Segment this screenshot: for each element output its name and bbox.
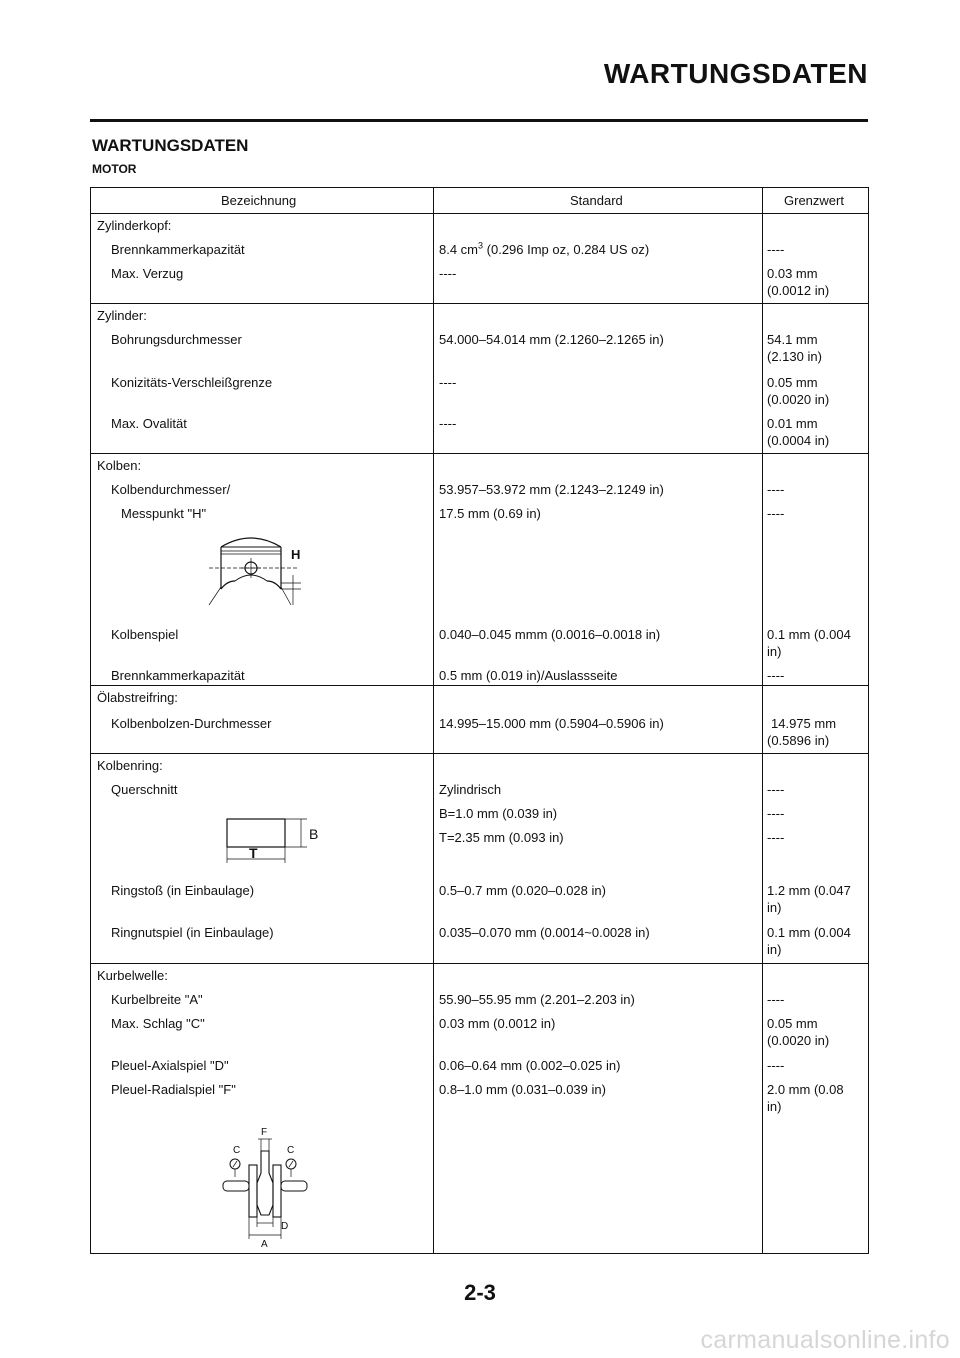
row-limit: 54.1 mm <box>767 332 818 347</box>
row-standard: 0.040–0.045 mmm (0.0016–0.0018 in) <box>439 627 661 642</box>
watermark: carmanualsonline.info <box>700 1326 950 1354</box>
row-divider <box>91 753 868 754</box>
spec-table <box>90 187 869 1254</box>
row-standard: 0.5 mm (0.019 in)/Auslassseite <box>439 668 618 683</box>
crankshaft-diagram <box>221 1123 311 1248</box>
row-name: Max. Verzug <box>111 266 184 281</box>
row-standard: 0.5–0.7 mm (0.020–0.028 in) <box>439 883 606 898</box>
row-standard: B=1.0 mm (0.039 in) <box>439 806 558 821</box>
row-standard: ---- <box>439 266 457 281</box>
row-divider <box>91 303 868 304</box>
row-standard: 54.000–54.014 mm (2.1260–2.1265 in) <box>439 332 664 347</box>
row-name: Kurbelbreite "A" <box>111 992 203 1007</box>
row-name: Konizitäts-Verschleißgrenze <box>111 375 273 390</box>
row-limit: 0.03 mm <box>767 266 818 281</box>
row-limit: (0.5896 in) <box>767 733 830 748</box>
row-limit: 0.05 mm <box>767 1016 818 1031</box>
crank-label-f: F <box>261 1127 268 1138</box>
row-name: Querschnitt <box>111 782 178 797</box>
row-divider <box>91 453 868 454</box>
ring-cross-section-diagram <box>219 813 331 869</box>
row-divider <box>91 213 868 214</box>
row-limit: ---- <box>767 806 785 821</box>
row-name: Max. Schlag "C" <box>111 1016 205 1031</box>
crank-label-c-right: C <box>287 1145 295 1156</box>
row-standard: 0.8–1.0 mm (0.031–0.039 in) <box>439 1082 606 1097</box>
crank-label-c-left: C <box>233 1145 241 1156</box>
piston-label-h: H <box>291 547 301 562</box>
row-standard: 8.4 $cm^3$ (0.296 Imp oz, 0.284 US oz) <box>439 240 650 257</box>
section-subtitle: MOTOR <box>92 162 137 176</box>
row-limit: 0.1 mm (0.004 <box>767 925 851 940</box>
row-limit: 2.0 mm (0.08 <box>767 1082 844 1097</box>
row-name: Pleuel-Axialspiel "D" <box>111 1058 229 1073</box>
row-name: Ringnutspiel (in Einbaulage) <box>111 925 274 940</box>
row-limit: in) <box>767 1099 782 1114</box>
ring-label-t: T <box>249 845 258 861</box>
group-label-kolbenring: Kolbenring: <box>97 758 163 773</box>
column-divider <box>762 188 763 1253</box>
row-limit: in) <box>767 644 782 659</box>
column-header-name: Bezeichnung <box>221 193 297 208</box>
row-limit: ---- <box>767 782 785 797</box>
row-limit: (0.0012 in) <box>767 283 830 298</box>
row-limit: ---- <box>767 992 785 1007</box>
row-name: Kolbenspiel <box>111 627 179 642</box>
section-title: WARTUNGSDATEN <box>92 136 249 155</box>
row-name: Kolbendurchmesser/ <box>111 482 231 497</box>
group-label-kolben: Kolben: <box>97 458 142 473</box>
row-standard: 0.06–0.64 mm (0.002–0.025 in) <box>439 1058 621 1073</box>
piston-diagram <box>203 525 313 625</box>
row-standard: Zylindrisch <box>439 782 502 797</box>
row-limit: ---- <box>767 506 785 521</box>
row-name: Brennkammerkapazität <box>111 668 245 683</box>
row-limit: (0.0020 in) <box>767 1033 830 1048</box>
row-name: Messpunkt "H" <box>121 506 207 521</box>
row-standard: 14.995–15.000 mm (0.5904–0.5906 in) <box>439 716 664 731</box>
row-limit: (0.0020 in) <box>767 392 830 407</box>
row-name: Bohrungsdurchmesser <box>111 332 242 347</box>
row-divider <box>91 963 868 964</box>
row-name: Ringstoß (in Einbaulage) <box>111 883 255 898</box>
row-name: Pleuel-Radialspiel "F" <box>111 1082 236 1097</box>
row-limit: 0.1 mm (0.004 <box>767 627 851 642</box>
crank-label-a: A <box>261 1239 268 1248</box>
group-label-kurbelwelle: Kurbelwelle: <box>97 968 168 983</box>
column-divider <box>433 188 434 1253</box>
page-header-title: WARTUNGSDATEN <box>603 58 868 89</box>
row-standard: 0.03 mm (0.0012 in) <box>439 1016 556 1031</box>
row-limit: ---- <box>767 668 785 683</box>
group-label-oelabstreifring: Ölabstreifring: <box>97 690 178 705</box>
row-divider <box>91 685 868 686</box>
group-label-zylinder: Zylinder: <box>97 308 147 323</box>
row-name: Brennkammerkapazität <box>111 242 245 257</box>
row-standard: 55.90–55.95 mm (2.201–2.203 in) <box>439 992 635 1007</box>
row-standard: ---- <box>439 416 457 431</box>
row-limit: ---- <box>767 482 785 497</box>
row-limit: ---- <box>767 830 785 845</box>
row-standard: T=2.35 mm (0.093 in) <box>439 830 564 845</box>
row-standard: ---- <box>439 375 457 390</box>
row-limit: 0.05 mm <box>767 375 818 390</box>
crank-label-d: D <box>281 1221 289 1232</box>
row-limit: ---- <box>767 1058 785 1073</box>
group-label-zylinderkopf: Zylinderkopf: <box>97 218 172 233</box>
row-limit: 1.2 mm (0.047 <box>767 883 851 898</box>
row-name: Max. Ovalität <box>111 416 187 431</box>
row-limit: (2.130 in) <box>767 349 822 364</box>
row-limit: 0.01 mm <box>767 416 818 431</box>
row-limit: in) <box>767 900 782 915</box>
column-header-limit: Grenzwert <box>784 193 844 208</box>
page-number: 2-3 <box>464 1280 496 1305</box>
row-limit: ---- <box>767 242 785 257</box>
row-name: Kolbenbolzen-Durchmesser <box>111 716 272 731</box>
column-header-standard: Standard <box>570 193 623 208</box>
row-standard: 17.5 mm (0.69 in) <box>439 506 541 521</box>
ring-label-b: B <box>309 826 319 842</box>
row-standard: 0.035–0.070 mm (0.0014~0.0028 in) <box>439 925 650 940</box>
header-rule <box>90 119 868 122</box>
row-limit: (0.0004 in) <box>767 433 830 448</box>
row-limit: in) <box>767 942 782 957</box>
row-standard: 53.957–53.972 mm (2.1243–2.1249 in) <box>439 482 664 497</box>
row-limit: 14.975 mm <box>771 716 837 731</box>
